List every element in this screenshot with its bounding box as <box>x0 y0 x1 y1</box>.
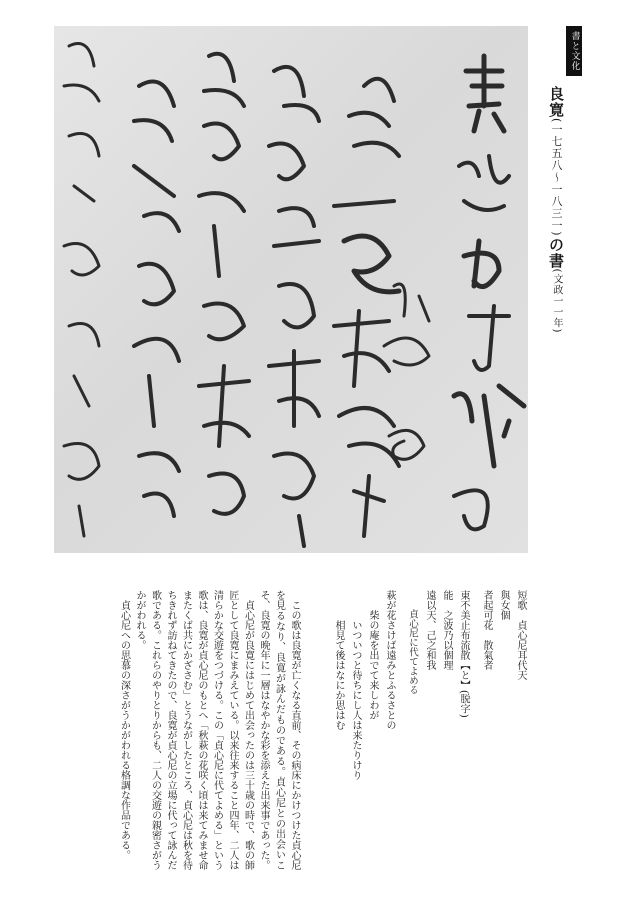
title-name: 良寛 <box>547 86 565 118</box>
commentary-paragraph: 貞心尼が良寛にはじめて出会ったのは三十歳の時で、歌の師匠として良寛にまみえている。以来往来すること四年、二人は清らかな交遊をつづける。この「貞心尼に代てよめる」という歌は、良寛が貞心尼のもとへ「秋萩の花咲く頃は来てみませ命またくば共にかざさむ」とうながしたところ、貞心尼は秋を待ちきれず訪ねてきたので、良寛が貞心尼の立場に代って詠んだ歌である。これらのやりとりからも、二人の交遊の親密さがうかがわれる。 <box>134 590 254 870</box>
title-of-writing: の書 <box>547 236 565 269</box>
poem-original-line: 能 之波乃以個理 <box>441 590 452 670</box>
title-era: (文政一一年) <box>551 268 562 334</box>
section-badge: 書と文化 <box>566 26 582 76</box>
poem-original-line: 東不美止布流散【と】(脱字) <box>458 590 469 718</box>
page-title <box>548 86 564 386</box>
poem-reading-line: いついつと待ちにし人は来たりけり <box>350 620 361 780</box>
poem-reading-line: 萩が花さけば遠みとふるさとの <box>384 590 395 730</box>
poem-reading-line: 相見て後はなにか思はむ <box>333 620 344 730</box>
poem-block <box>330 590 529 860</box>
poem-original-line: 遠以天、己之和我 <box>424 590 435 670</box>
commentary-text <box>78 590 302 870</box>
title-dates: (一七五八〜一八三一) <box>550 118 563 237</box>
commentary-paragraph: 貞心尼への思慕の深さがうかがわれる格調な作品である。 <box>118 600 130 860</box>
calligraphy-strokes <box>54 26 528 553</box>
poem-reading-line: 柴の庵を出でて来しわが <box>367 610 378 720</box>
calligraphy-photo <box>54 26 528 553</box>
poem-original-line: 者起可花 散氣者 <box>481 590 492 670</box>
poem-label: 與女個 <box>498 590 509 620</box>
poem-label: 短歌 貞心尼耳代天 <box>515 590 526 680</box>
commentary-paragraph: この歌は良寛が亡くなる直前、その病床にかけつけた貞心尼を見るなり、良寛が詠んだものである。貞心尼との出会いこそ、良寛の晩年に一層はなやかな彩を添えた出来事であった。 <box>258 590 300 870</box>
poem-reading-title: 貞心尼に代てよめる <box>407 609 418 695</box>
